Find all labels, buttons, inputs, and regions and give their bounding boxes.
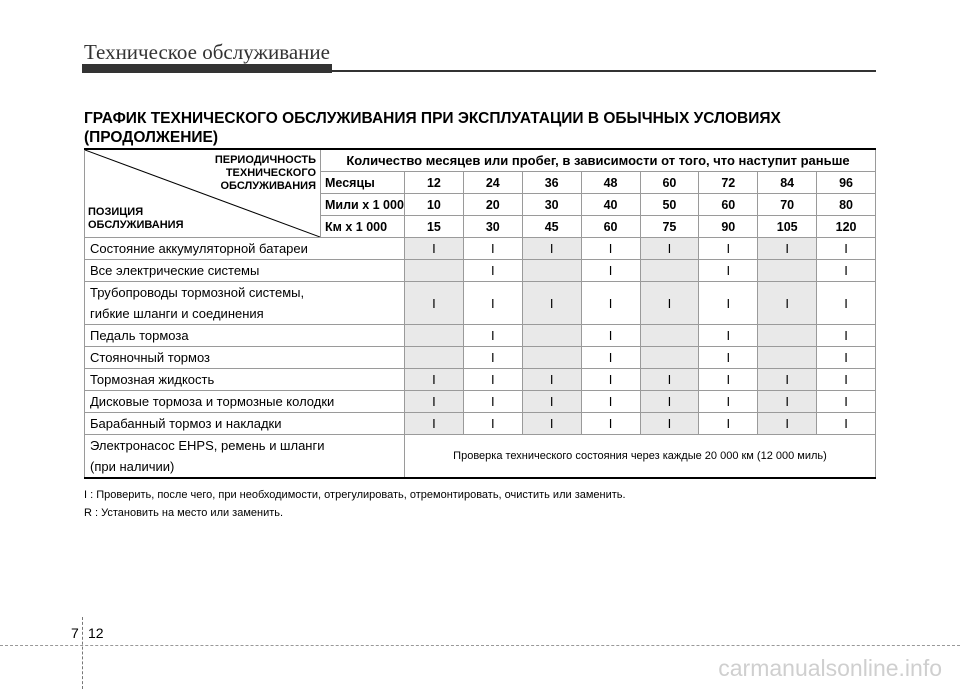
table-header-row [85, 149, 876, 172]
km-value: 60 [581, 216, 640, 238]
schedule-mark: I [463, 325, 522, 347]
table-row [85, 369, 876, 391]
miles-value: 10 [405, 194, 464, 216]
months-value: 48 [581, 172, 640, 194]
schedule-mark: I [405, 391, 464, 413]
schedule-mark [405, 260, 464, 282]
corner-period-label: ПЕРИОДИЧНОСТЬ ТЕХНИЧЕСКОГО ОБСЛУЖИВАНИЯ [214, 154, 316, 192]
months-value: 36 [522, 172, 581, 194]
schedule-mark: I [640, 282, 699, 325]
schedule-mark [758, 347, 817, 369]
schedule-mark: I [699, 391, 758, 413]
page-margin-vertical-line [82, 617, 83, 689]
schedule-mark: I [522, 282, 581, 325]
page-margin-horizontal-line [0, 645, 960, 646]
miles-value: 20 [463, 194, 522, 216]
schedule-mark [522, 347, 581, 369]
item-name: Барабанный тормоз и накладки [85, 413, 405, 435]
schedule-mark: I [758, 413, 817, 435]
section-title: ГРАФИК ТЕХНИЧЕСКОГО ОБСЛУЖИВАНИЯ ПРИ ЭКСПЛУАТАЦИИ В ОБЫЧНЫХ УСЛОВИЯХ (ПРОДОЛЖЕНИЕ) [84, 110, 781, 146]
schedule-mark: I [699, 238, 758, 260]
item-name-ehps: Электронасос EHPS, ремень и шланги (при наличии) [85, 435, 405, 479]
schedule-mark: I [405, 413, 464, 435]
schedule-mark: I [699, 347, 758, 369]
schedule-mark: I [817, 391, 876, 413]
schedule-mark: I [581, 391, 640, 413]
item-name: Трубопроводы тормозной системы, гибкие шланги и соединения [85, 282, 405, 325]
miles-value: 70 [758, 194, 817, 216]
schedule-mark: I [581, 282, 640, 325]
schedule-mark: I [405, 282, 464, 325]
item-name: Состояние аккумуляторной батареи [85, 238, 405, 260]
schedule-mark [640, 260, 699, 282]
item-name: Все электрические системы [85, 260, 405, 282]
schedule-mark: I [699, 413, 758, 435]
schedule-mark: I [463, 369, 522, 391]
schedule-mark: I [817, 347, 876, 369]
table-row [85, 325, 876, 347]
schedule-mark: I [522, 413, 581, 435]
km-value: 90 [699, 216, 758, 238]
table-row [85, 347, 876, 369]
schedule-mark: I [522, 369, 581, 391]
months-value: 72 [699, 172, 758, 194]
miles-value: 80 [817, 194, 876, 216]
schedule-mark: I [640, 413, 699, 435]
schedule-mark: I [640, 391, 699, 413]
schedule-mark: I [405, 238, 464, 260]
item-name: Стояночный тормоз [85, 347, 405, 369]
miles-value: 40 [581, 194, 640, 216]
maintenance-schedule-table [84, 148, 876, 479]
item-name: Педаль тормоза [85, 325, 405, 347]
months-value: 24 [463, 172, 522, 194]
km-value: 30 [463, 216, 522, 238]
schedule-mark [640, 325, 699, 347]
schedule-mark: I [699, 282, 758, 325]
schedule-mark: I [758, 282, 817, 325]
schedule-mark: I [817, 413, 876, 435]
schedule-mark: I [581, 325, 640, 347]
table-row [85, 282, 876, 325]
schedule-mark: I [817, 282, 876, 325]
schedule-mark: I [817, 369, 876, 391]
schedule-mark: I [463, 260, 522, 282]
schedule-mark [522, 260, 581, 282]
schedule-mark: I [581, 238, 640, 260]
schedule-mark: I [817, 238, 876, 260]
km-value: 105 [758, 216, 817, 238]
miles-value: 30 [522, 194, 581, 216]
schedule-mark: I [463, 413, 522, 435]
schedule-mark [640, 347, 699, 369]
miles-value: 60 [699, 194, 758, 216]
months-value: 12 [405, 172, 464, 194]
table-row [85, 413, 876, 435]
km-value: 45 [522, 216, 581, 238]
schedule-mark: I [699, 369, 758, 391]
interval-main-header: Количество месяцев или пробег, в зависимости от того, что наступит раньше [321, 149, 876, 172]
table-row [85, 260, 876, 282]
schedule-mark: I [522, 238, 581, 260]
schedule-mark [522, 325, 581, 347]
schedule-mark [405, 347, 464, 369]
km-label: Км x 1 000 [321, 216, 405, 238]
table-corner-cell [85, 149, 321, 238]
watermark: carmanualsonline.info [718, 655, 942, 681]
header-rule-thin [332, 70, 876, 72]
schedule-mark: I [817, 260, 876, 282]
schedule-mark: I [581, 260, 640, 282]
schedule-mark: I [817, 325, 876, 347]
months-value: 96 [817, 172, 876, 194]
schedule-mark: I [522, 391, 581, 413]
schedule-mark: I [699, 325, 758, 347]
header-rule-thick [82, 64, 332, 73]
ehps-inspection-note: Проверка технического состояния через каждые 20 000 км (12 000 миль) [405, 435, 876, 479]
schedule-mark: I [581, 413, 640, 435]
schedule-mark [758, 325, 817, 347]
maintenance-items [85, 238, 876, 435]
chapter-number: 7 [71, 625, 79, 641]
schedule-mark: I [463, 282, 522, 325]
miles-label: Мили x 1 000 [321, 194, 405, 216]
schedule-mark: I [758, 238, 817, 260]
schedule-mark [405, 325, 464, 347]
km-value: 120 [817, 216, 876, 238]
corner-position-label: ПОЗИЦИЯ ОБСЛУЖИВАНИЯ [88, 206, 184, 231]
schedule-mark: I [463, 238, 522, 260]
legend-replace: R : Установить на место или заменить. [84, 507, 284, 519]
months-label: Месяцы [321, 172, 405, 194]
schedule-mark: I [699, 260, 758, 282]
schedule-mark: I [581, 369, 640, 391]
schedule-mark: I [405, 369, 464, 391]
item-name: Тормозная жидкость [85, 369, 405, 391]
months-value: 84 [758, 172, 817, 194]
table-row [85, 391, 876, 413]
schedule-mark: I [758, 369, 817, 391]
schedule-mark: I [581, 347, 640, 369]
schedule-mark: I [463, 347, 522, 369]
schedule-mark [758, 260, 817, 282]
months-value: 60 [640, 172, 699, 194]
page-header-title: Техническое обслуживание [84, 40, 330, 64]
table-row [85, 238, 876, 260]
legend-inspect: I : Проверить, после чего, при необходимости, отрегулировать, отремонтировать, очистить или заменить. [84, 489, 626, 501]
schedule-mark: I [640, 238, 699, 260]
schedule-mark: I [463, 391, 522, 413]
table-row-ehps [85, 435, 876, 479]
schedule-mark: I [758, 391, 817, 413]
miles-value: 50 [640, 194, 699, 216]
km-value: 15 [405, 216, 464, 238]
page-number: 12 [88, 625, 104, 641]
item-name: Дисковые тормоза и тормозные колодки [85, 391, 405, 413]
km-value: 75 [640, 216, 699, 238]
schedule-mark: I [640, 369, 699, 391]
